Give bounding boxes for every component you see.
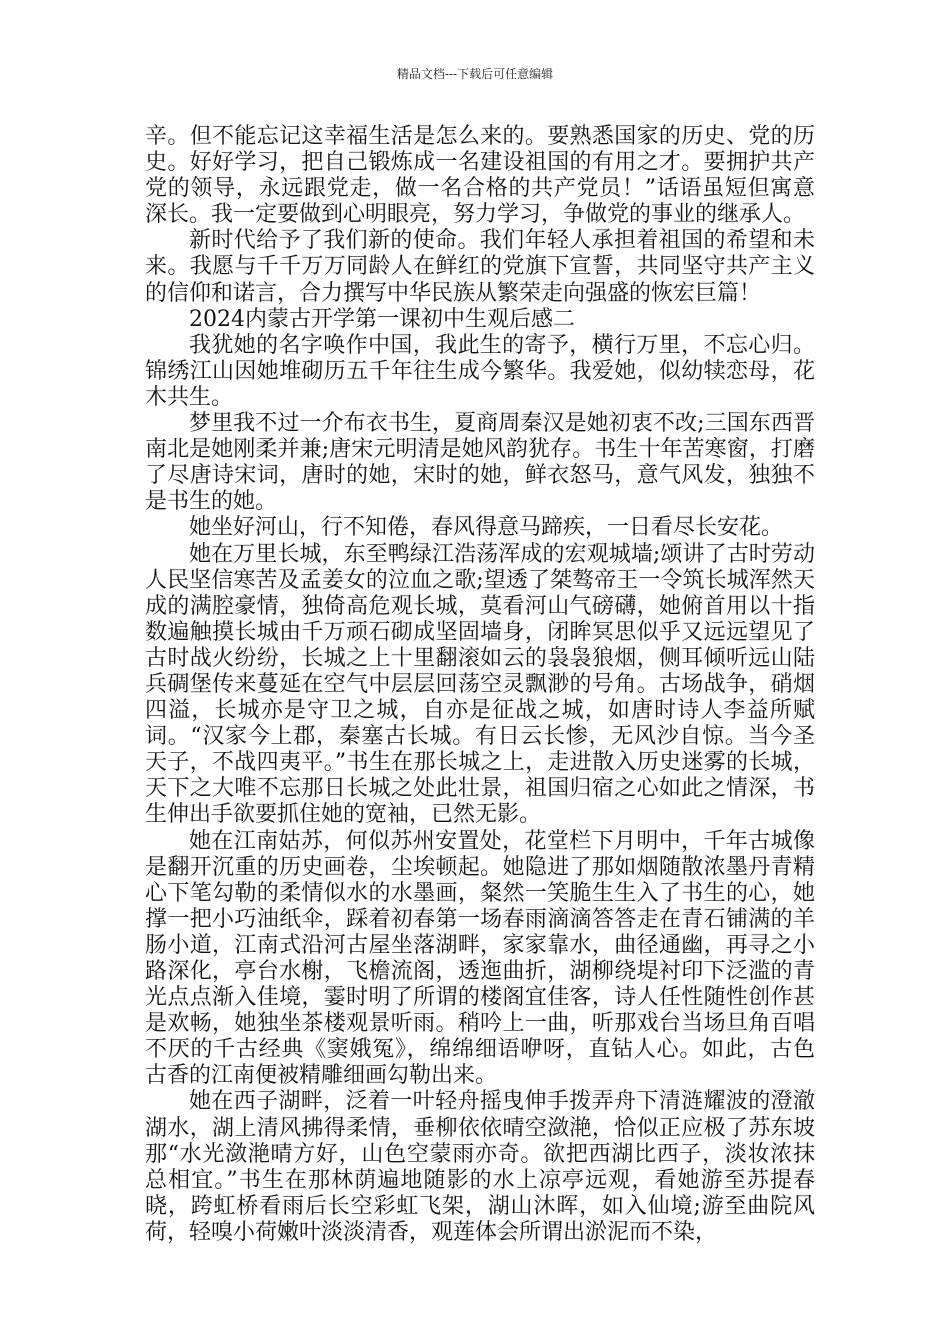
- section-heading: 2024内蒙古开学第一课初中生观后感二: [189, 306, 575, 332]
- paragraph: 她在江南姑苏，何似苏州安置处，花堂栏下月明中，千年古城像是翻开沉重的历史画卷，尘埃顿起。她隐进了那如烟随散浓墨丹青精心下笔勾勒的柔情似水的水墨画，粲然一笑脆生生入了书生的心，她撑一把小巧油纸伞，踩着初春第一场春雨滴滴答答走在青石铺满的羊肠小道，江南式沿河古屋坐落湖畔，家家靠水，曲径通幽，再寻之小路深化，亭台水榭，飞檐流阁，透迤曲折，湖柳绕堤衬印下泛滥的青光点点渐入佳境，霎时明了所谓的楼阁宜佳客，诗人任性随性创作甚是欢畅，她独坐茶楼观景听雨。稍吟上一曲，听那戏台当场旦角百唱不厌的千古经典《窦娥冤》，绵绵细语咿呀，直钻人心。如此，古色古香的江南便被精雕细画勾勒出来。: [145, 828, 815, 1089]
- paragraph: 她在万里长城，东至鸭绿江浩荡浑成的宏观城墙;颂讲了古时劳动人民坚信寒苦及孟姜女的泣血之歌;望透了桀骜帝王一令筑长城浑然天成的满腔豪情，独倚高危观长城，莫看河山气磅礴，她俯首用以十指数遍触摸长城由千万顽石砌成坚固墙身，闭眸冥思似乎又远远望见了古时战火纷纷，长城之上十里翻滚如云的袅袅狼烟，侧耳倾听远山陆兵碉堡传来蔓延在空气中层层回荡空灵飘渺的号角。古场战争，硝烟四溢，长城亦是守卫之城，自亦是征战之城，如唐时诗人李益所赋词。“汉家今上郡，秦塞古长城。有日云长惨，无风沙自惊。当今圣天子，不战四夷平。”书生在那长城之上，走进散入历史迷雾的长城，天下之大唯不忘那日长城之处此壮景，祖国归宿之心如此之情深，书生伸出手欲要抓住她的宽袖，已然无影。: [145, 541, 815, 828]
- paragraph: 梦里我不过一介布衣书生，夏商周秦汉是她初衷不改;三国东西晋南北是她刚柔并兼;唐宋元明清是她风韵犹存。书生十年苦寒窗，打磨了尽唐诗宋词，唐时的她，宋时的她，鲜衣怒马，意气风发，独独不是书生的她。: [145, 411, 815, 515]
- paragraph: 她坐好河山，行不知倦，春风得意马蹄疾，一日看尽长安花。: [189, 515, 784, 541]
- document-body: [145, 124, 815, 1246]
- paragraph-continued: 辛。但不能忘记这幸福生活是怎么来的。要熟悉国家的历史、党的历史。好好学习，把自己锻炼成一名建设祖国的有用之才。要拥护共产党的领导，永远跟党走，做一名合格的共产党员！”话语虽短但寓意深长。我一定要做到心明眼亮，努力学习，争做党的事业的继承人。: [145, 124, 815, 228]
- paragraph: 新时代给予了我们新的使命。我们年轻人承担着祖国的希望和未来。我愿与千千万万同龄人在鲜红的党旗下宣誓，共同坚守共产主义的信仰和诺言，合力撰写中华民族从繁荣走向强盛的恢宏巨篇！: [145, 228, 815, 306]
- paragraph: 我犹她的名字唤作中国，我此生的寄予，横行万里，不忘心归。锦绣江山因她堆砌历五千年往生成今繁华。我爱她，似幼犊恋母，花木共生。: [145, 332, 815, 410]
- paragraph: 她在西子湖畔，泛着一叶轻舟摇曳伸手拨弄舟下清涟耀波的澄澈湖水，湖上清风拂得柔情，垂柳依依晴空潋滟，恰似正应极了苏东坡那“水光潋滟晴方好，山色空蒙雨亦奇。欲把西湖比西子，淡妆浓抹总相宜。”书生在那林荫遍地随影的水上凉亭远观，看她游至苏提春晓，跨虹桥看雨后长空彩虹飞架，湖山沐晖，如入仙境;游至曲院风荷，轻嗅小荷嫩叶淡淡清香，观莲体会所谓出淤泥而不染，: [145, 1089, 815, 1245]
- page-header: 精品文档---下载后可任意编辑: [396, 67, 554, 81]
